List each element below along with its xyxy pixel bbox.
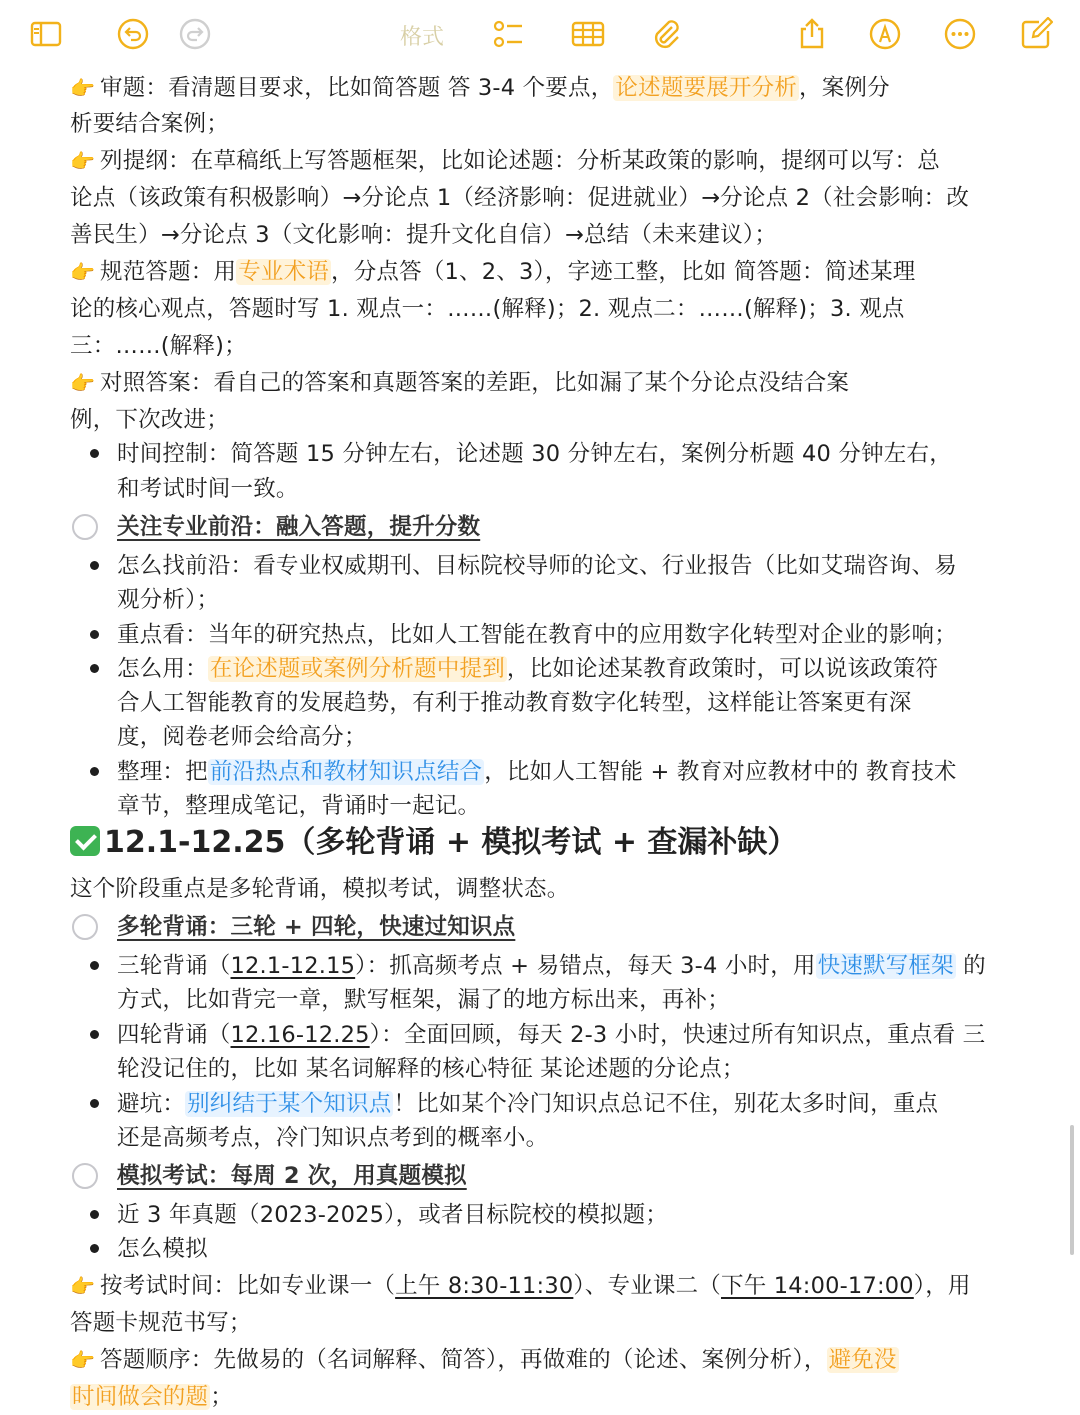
text-line: 👉 对照答案：看自己的答案和真题答案的差距，比如漏了某个分论点没结合案 — [70, 365, 849, 401]
text-line: 👉 规范答题：用专业术语，分点答（1、2、3），字迹工整，比如 简答题：简述某理 — [70, 254, 915, 290]
pointing-hand-icon: 👉 — [70, 371, 96, 395]
pointing-hand-icon: 👉 — [70, 1348, 96, 1372]
checklist-circle[interactable] — [72, 1163, 98, 1189]
text-line: 👉 审题：看清题目要求，比如简答题 答 3-4 个要点，论述题要展开分析，案例分 — [70, 70, 890, 106]
list-item: 度，阅卷老师会给高分； — [117, 724, 367, 750]
list-item: 近 3 年真题（2023-2025），或者目标院校的模拟题； — [117, 1202, 669, 1228]
bullet-dot — [90, 1099, 99, 1108]
pointing-hand-icon: 👉 — [70, 260, 96, 284]
checklist-circle[interactable] — [72, 514, 98, 540]
list-item: 观分析）； — [117, 587, 220, 613]
checklist-circle[interactable] — [72, 914, 98, 940]
list-item: 三轮背诵（12.1-12.15）：抓高频考点 + 易错点，每天 3-4 小时，用快速默写框架 的 — [117, 953, 986, 979]
list-item: 重点看：当年的研究热点，比如人工智能在教育中的应用数字化转型对企业的影响； — [117, 622, 957, 648]
markup-pen-icon[interactable] — [865, 14, 905, 54]
sidebar-toggle-icon[interactable] — [26, 14, 66, 54]
bullet-dot — [90, 1244, 99, 1253]
section-heading: 12.1-12.25（多轮背诵 + 模拟考试 + 查漏补缺） — [70, 822, 797, 864]
more-icon[interactable] — [940, 14, 980, 54]
list-item: 整理：把前沿热点和教材知识点结合，比如人工智能 + 教育对应教材中的 教育技术 — [117, 759, 957, 785]
highlight-orange: 避免没 — [828, 1347, 897, 1373]
list-item: 四轮背诵（12.16-12.25）：全面回顾，每天 2-3 小时，快速过所有知识点，重点看 三 — [117, 1022, 986, 1048]
text-line: 👉 列提纲：在草稿纸上写答题框架，比如论述题：分析某政策的影响，提纲可以写：总 — [70, 143, 940, 179]
redo-icon[interactable] — [175, 14, 215, 54]
highlight-orange: 专业术语 — [238, 259, 330, 285]
list-item: 和考试时间一致。 — [117, 476, 299, 502]
bullet-dot — [90, 664, 99, 673]
attachment-icon[interactable] — [645, 14, 685, 54]
text-line: 👉 按考试时间：比如专业课一（上午 8:30-11:30）、专业课二（下午 14:00-17:00），用 — [70, 1268, 971, 1304]
highlight-blue: 别纠结于某个知识点 — [187, 1091, 392, 1117]
format-button[interactable]: 格式 — [400, 25, 445, 50]
list-item: 合人工智能教育的发展趋势，有利于推动教育数字化转型，这样能让答案更有深 — [117, 690, 912, 716]
pointing-hand-icon: 👉 — [70, 149, 96, 173]
bullet-dot — [90, 961, 99, 970]
pointing-hand-icon: 👉 — [70, 1274, 96, 1298]
text-line: 👉 答题顺序：先做易的（名词解释、简答），再做难的（论述、案例分析），避免没 — [70, 1342, 899, 1378]
list-item: 方式，比如背完一章，默写框架，漏了的地方标出来，再补； — [117, 987, 730, 1013]
scrollbar[interactable] — [1070, 1125, 1074, 1255]
checklist-item: 多轮背诵：三轮 + 四轮，快速过知识点 — [117, 914, 516, 940]
highlight-blue: 前沿热点和教材知识点结合 — [209, 759, 483, 785]
share-icon[interactable] — [792, 14, 832, 54]
highlight-orange: 时间做会的题 — [72, 1384, 209, 1410]
list-item: 怎么找前沿：看专业权威期刊、目标院校导师的论文、行业报告（比如艾瑞咨询、易 — [117, 553, 957, 579]
check-mark-icon — [70, 826, 100, 856]
text-line: 三：……(解释)； — [70, 333, 247, 359]
list-item: 避坑：别纠结于某个知识点！比如某个冷门知识点总记不住，别花太多时间，重点 — [117, 1091, 939, 1117]
table-icon[interactable] — [568, 14, 608, 54]
text-line: 例，下次改进； — [70, 407, 229, 433]
text-line: 析要结合案例； — [70, 111, 229, 137]
highlight-orange: 论述题要展开分析 — [615, 75, 798, 101]
list-item: 时间控制：简答题 15 分钟左右，论述题 30 分钟左右，案例分析题 40 分钟左右， — [117, 441, 952, 467]
list-item: 还是高频考点，冷门知识点考到的概率小。 — [117, 1125, 549, 1151]
bullet-dot — [90, 1210, 99, 1219]
highlight-blue: 快速默写框架 — [817, 953, 954, 979]
list-item: 怎么用：在论述题或案例分析题中提到，比如论述某教育政策时，可以说该政策符 — [117, 656, 939, 682]
text-line: 论点（该政策有积极影响）→分论点 1（经济影响：促进就业）→分论点 2（社会影响：改 — [70, 185, 970, 211]
list-item: 怎么模拟 — [117, 1236, 208, 1262]
text-line: 时间做会的题； — [72, 1384, 233, 1410]
paragraph: 这个阶段重点是多轮背诵，模拟考试，调整状态。 — [70, 876, 570, 902]
list-item: 章节，整理成笔记，背诵时一起记。 — [117, 793, 481, 819]
pointing-hand-icon: 👉 — [70, 76, 96, 100]
highlight-orange: 在论述题或案例分析题中提到 — [209, 656, 505, 682]
checklist-item: 模拟考试：每周 2 次，用真题模拟 — [117, 1163, 467, 1189]
bullet-dot — [90, 561, 99, 570]
bullet-dot — [90, 767, 99, 776]
checklist-item: 关注专业前沿：融入答题，提升分数 — [117, 514, 481, 540]
bullet-dot — [90, 449, 99, 458]
text-line: 论的核心观点，答题时写 1. 观点一：……(解释)；2. 观点二：……(解释)；3. 观点 — [70, 296, 905, 322]
bullet-dot — [90, 630, 99, 639]
text-line: 善民生）→分论点 3（文化影响：提升文化自信）→总结（未来建议）； — [70, 222, 778, 248]
checklist-icon[interactable] — [488, 14, 528, 54]
toolbar — [0, 0, 1080, 68]
list-item: 轮没记住的，比如 某名词解释的核心特征 某论述题的分论点； — [117, 1056, 745, 1082]
undo-icon[interactable] — [113, 14, 153, 54]
compose-icon[interactable] — [1016, 14, 1056, 54]
text-line: 答题卡规范书写； — [70, 1310, 252, 1336]
bullet-dot — [90, 1030, 99, 1039]
